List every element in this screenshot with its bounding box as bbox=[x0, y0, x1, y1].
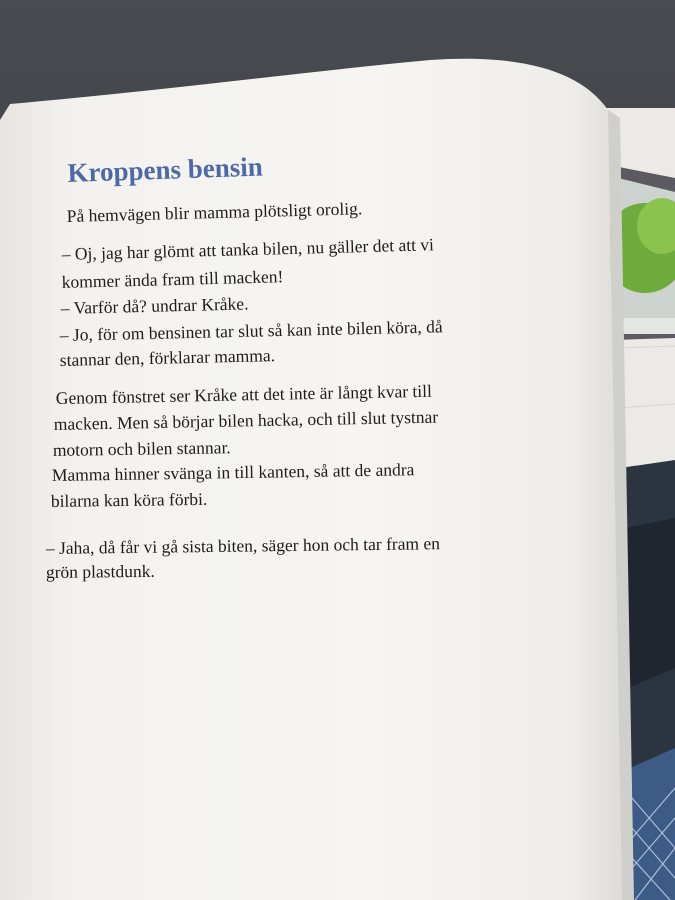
body-line: kommer ända fram till macken! bbox=[61, 266, 284, 292]
body-line: – Jaha, då får vi gå sista biten, säger hon och tar fram en bbox=[45, 533, 441, 558]
body-line: – Oj, jag har glömt att tanka bilen, nu gäller det att vi bbox=[61, 234, 435, 264]
page-title: Kroppens bensin bbox=[66, 151, 264, 189]
body-line: Genom fönstret ser Kråke att det inte är långt kvar till bbox=[55, 380, 433, 408]
body-line: Mamma hinner svänga in till kanten, så att de andra bbox=[51, 459, 415, 485]
body-line: bilarna kan köra förbi. bbox=[50, 488, 208, 511]
body-line: macken. Men så börjar bilen hacka, och till slut tystnar bbox=[53, 406, 439, 434]
body-line: På hemvägen blir mamma plötsligt orolig. bbox=[66, 198, 363, 226]
body-line: – Varför då? undrar Kråke. bbox=[60, 293, 249, 318]
body-line: – Jo, för om bensinen tar slut så kan inte bilen köra, då bbox=[59, 316, 443, 345]
body-line: motorn och bilen stannar. bbox=[52, 437, 231, 460]
body-line: grön plastdunk. bbox=[45, 560, 155, 582]
body-line: stannar den, förklarar mamma. bbox=[59, 345, 276, 370]
